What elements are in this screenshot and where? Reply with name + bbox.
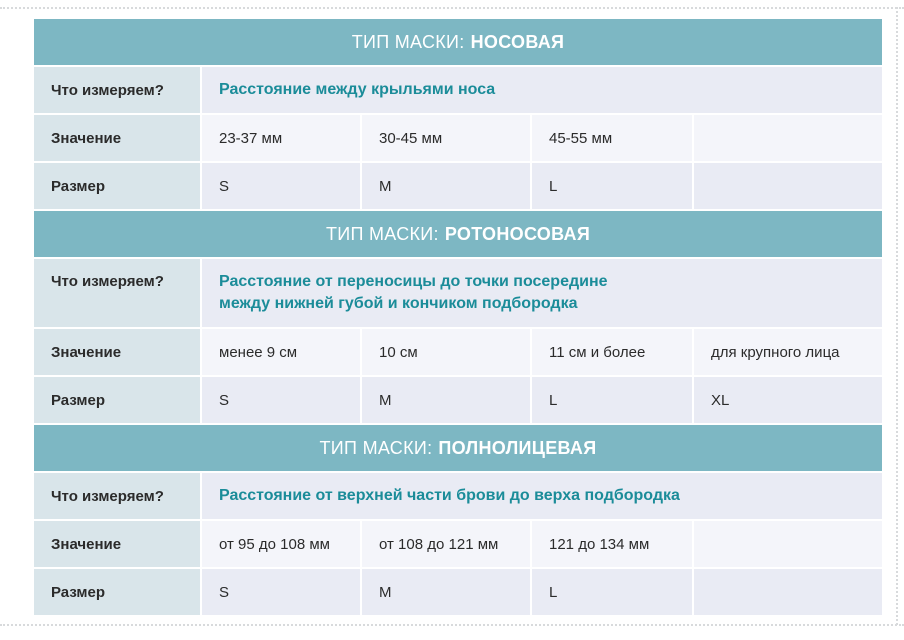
table-row-sizes [34, 569, 882, 617]
value-cell: 121 до 134 мм [532, 521, 694, 567]
table-row-question [34, 259, 882, 329]
measurement-description [202, 259, 882, 327]
table-row-values [34, 329, 882, 377]
value-cell: 23-37 мм [202, 115, 362, 161]
size-cell: M [362, 377, 532, 423]
size-cell: S [202, 377, 362, 423]
section-header-full-face [34, 425, 882, 473]
row-label: Значение [34, 329, 202, 375]
section-name: ПОЛНОЛИЦЕВАЯ [438, 437, 597, 458]
value-cell: от 95 до 108 мм [202, 521, 362, 567]
section-header-nasal [34, 19, 882, 67]
table-row-values [34, 115, 882, 163]
table-row-question [34, 473, 882, 521]
value-cell: 10 см [362, 329, 532, 375]
size-cell: L [532, 377, 694, 423]
size-cell: S [202, 569, 362, 615]
description-line: между нижней губой и кончиком подбородка [219, 295, 578, 312]
size-cell: L [532, 569, 694, 615]
section-prefix: ТИП МАСКИ: [319, 437, 433, 458]
value-cell: менее 9 см [202, 329, 362, 375]
right-dotted-border [896, 7, 898, 625]
top-dotted-border [0, 7, 904, 9]
value-cell [694, 115, 882, 161]
value-cell: 30-45 мм [362, 115, 532, 161]
section-prefix: ТИП МАСКИ: [351, 31, 465, 52]
size-cell: XL [694, 377, 882, 423]
section-header-oronasal [34, 211, 882, 259]
size-cell [694, 569, 882, 615]
section-name: НОСОВАЯ [470, 31, 565, 52]
description-line: Расстояние от переносицы до точки посередине [219, 273, 608, 290]
size-cell: S [202, 163, 362, 209]
row-label: Размер [34, 569, 202, 615]
section-name: РОТОНОСОВАЯ [444, 223, 591, 244]
table-row-sizes [34, 377, 882, 425]
mask-size-table [34, 19, 882, 617]
size-cell: M [362, 569, 532, 615]
row-label: Размер [34, 163, 202, 209]
measurement-description: Расстояние между крыльями носа [202, 67, 882, 113]
size-cell: L [532, 163, 694, 209]
value-cell: 45-55 мм [532, 115, 694, 161]
row-label: Значение [34, 115, 202, 161]
row-label: Что измеряем? [34, 67, 202, 113]
size-cell [694, 163, 882, 209]
row-label: Что измеряем? [34, 259, 202, 327]
row-label: Что измеряем? [34, 473, 202, 519]
measurement-description: Расстояние от верхней части брови до верха подбородка [202, 473, 882, 519]
value-cell: для крупного лица [694, 329, 882, 375]
table-row-question [34, 67, 882, 115]
size-cell: M [362, 163, 532, 209]
value-cell: от 108 до 121 мм [362, 521, 532, 567]
row-label: Значение [34, 521, 202, 567]
row-label: Размер [34, 377, 202, 423]
bottom-dotted-border [0, 624, 904, 626]
table-row-values [34, 521, 882, 569]
value-cell [694, 521, 882, 567]
section-prefix: ТИП МАСКИ: [325, 223, 439, 244]
table-row-sizes [34, 163, 882, 211]
value-cell: 11 см и более [532, 329, 694, 375]
